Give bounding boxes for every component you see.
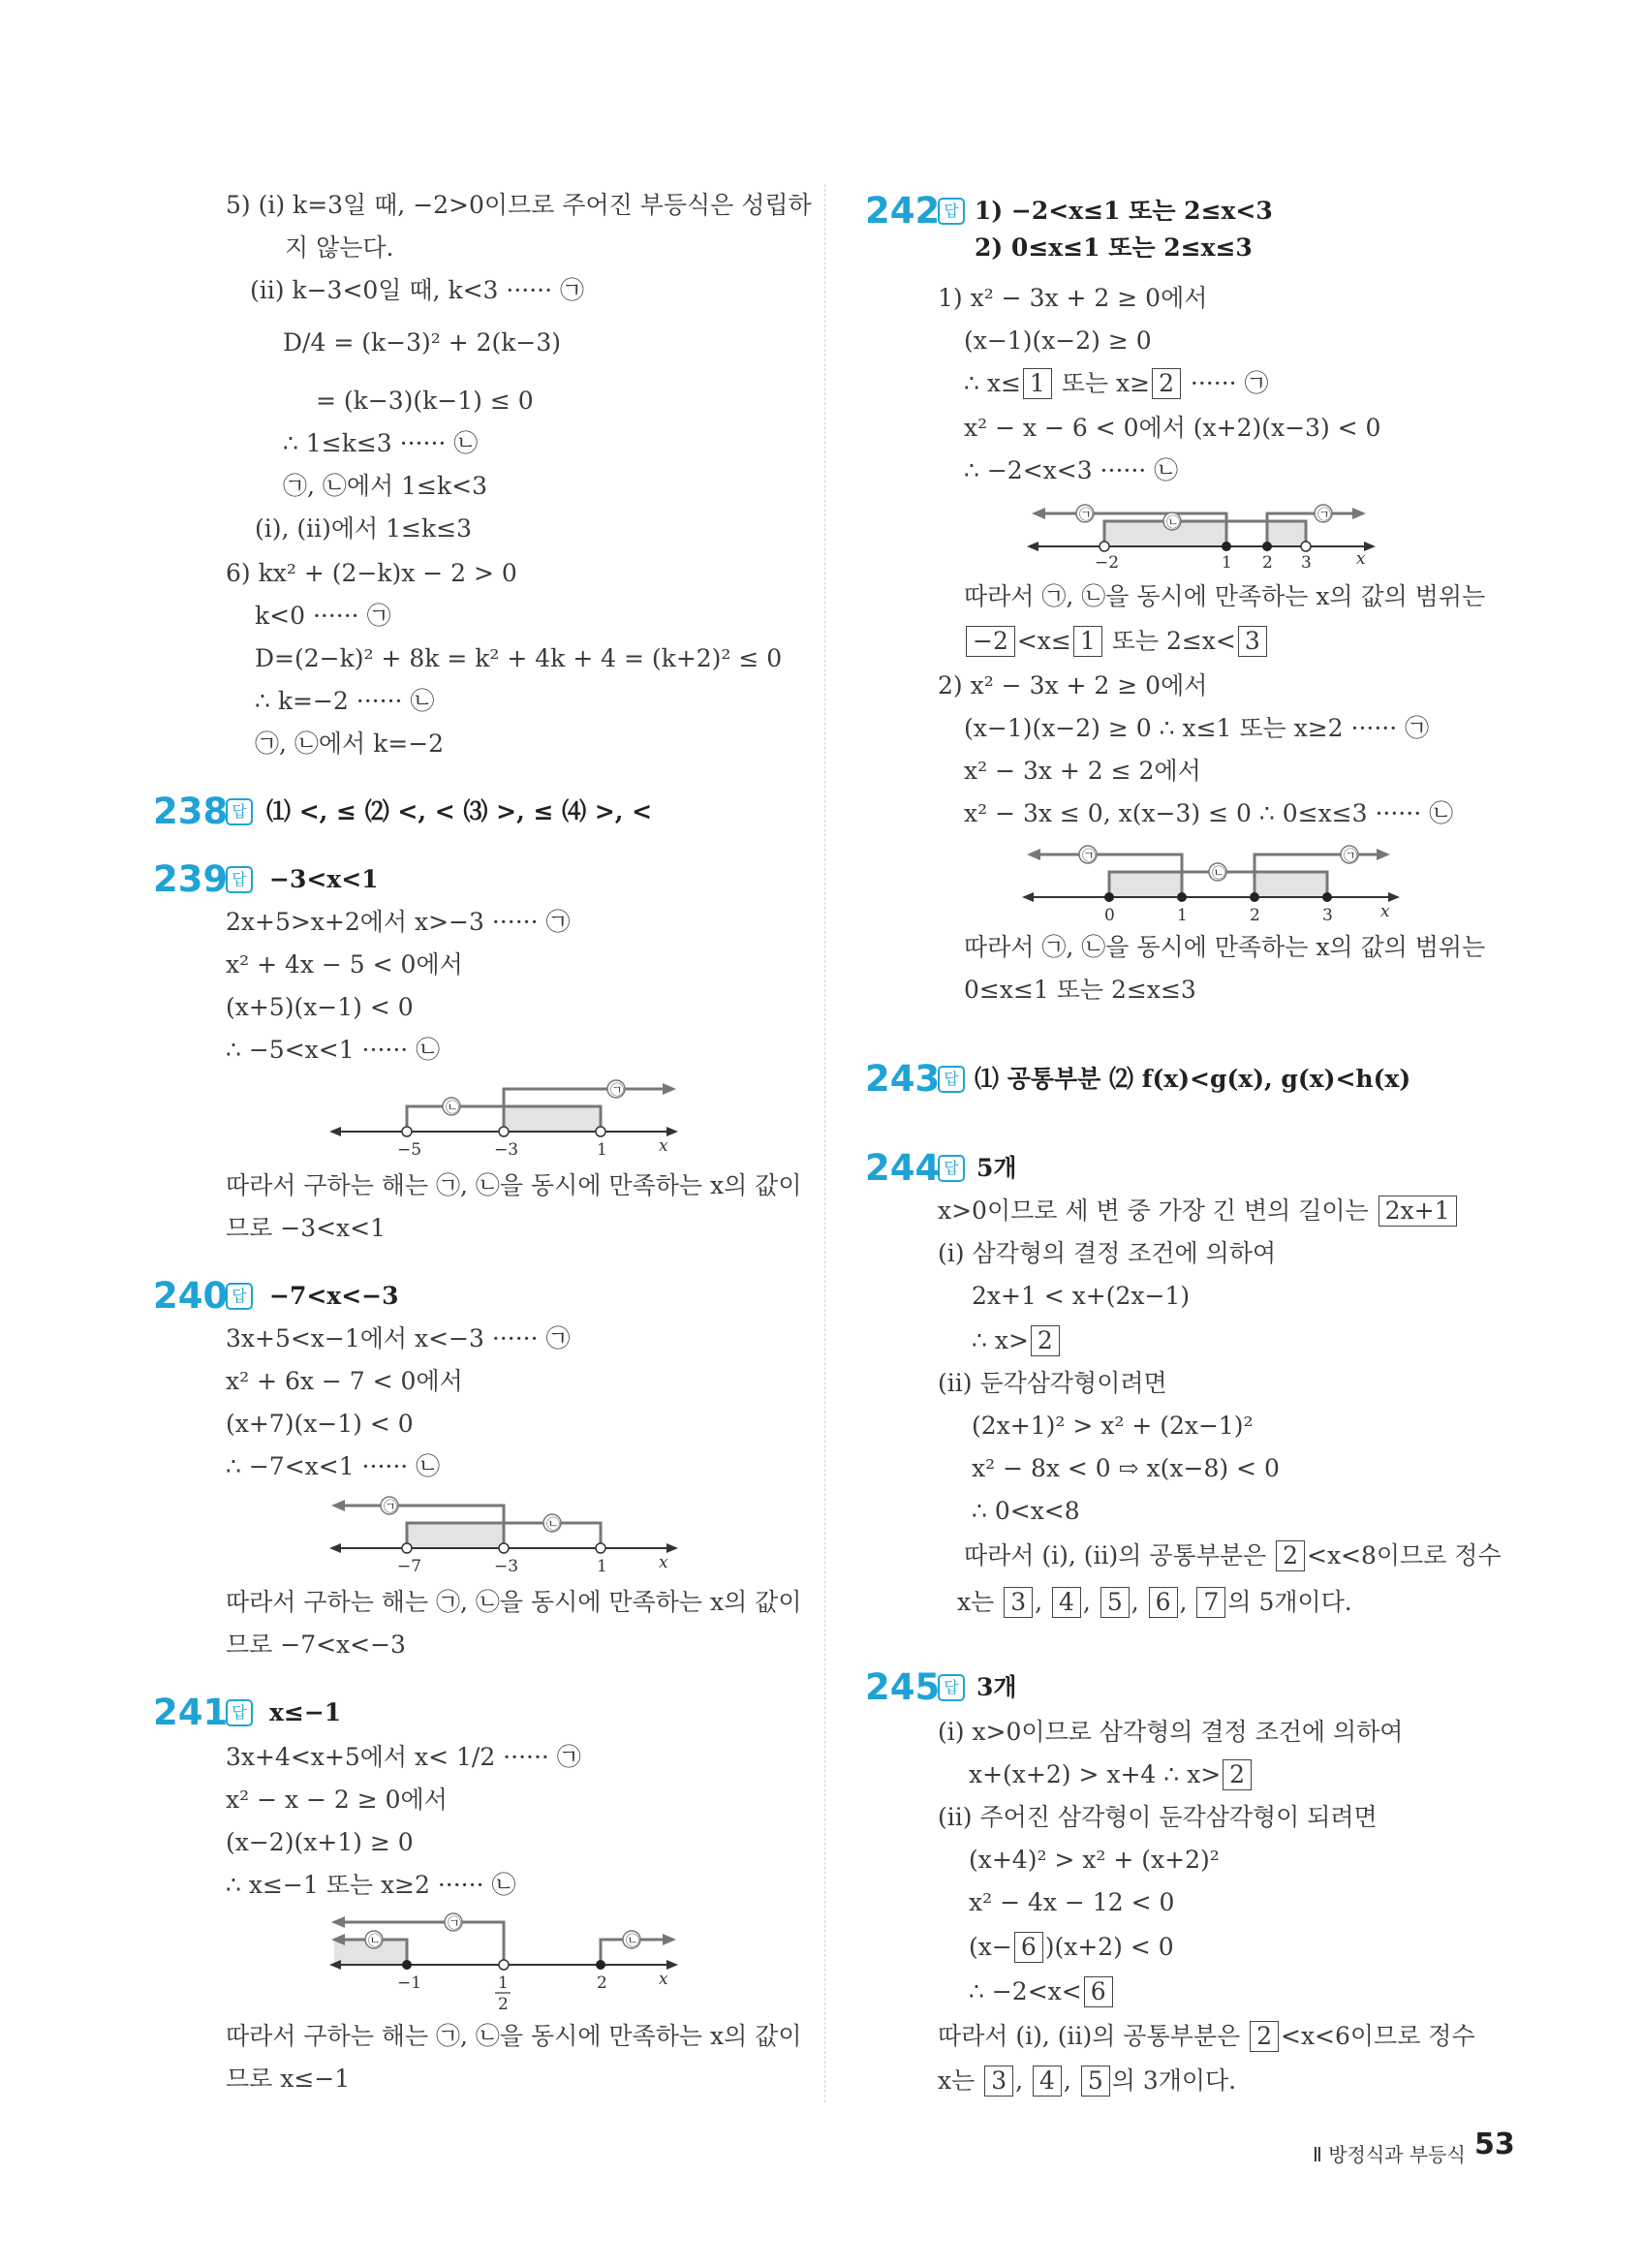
answer-box: 2x+1	[1379, 1196, 1457, 1227]
tick-label: −2	[1095, 553, 1120, 572]
answer-box: 2	[1031, 1325, 1060, 1356]
p6-line-1: 6) kx² + (2−k)x − 2 > 0	[226, 559, 517, 587]
answer-badge-245: 답	[938, 1674, 965, 1701]
q240-line-4: ∴ −7<x<1 ······ ㉡	[226, 1452, 441, 1480]
closed-point	[1262, 542, 1272, 551]
text: <x<6이므로 정수	[1281, 2022, 1475, 2050]
answer-badge-240: 답	[226, 1283, 253, 1310]
axis-label: x	[659, 1553, 668, 1572]
open-point	[596, 1127, 605, 1136]
tick-label: 3	[1322, 906, 1333, 925]
text: <x<8이므로 정수	[1307, 1541, 1502, 1569]
range-a-left-arrow	[1027, 849, 1040, 860]
label-a: ㉠	[384, 1500, 397, 1515]
open-point	[596, 1543, 605, 1553]
q244-line-1	[938, 1196, 1459, 1227]
answer-box: 2	[1250, 2021, 1279, 2052]
problem-number-242: 242	[865, 190, 941, 232]
solution-region	[504, 1106, 601, 1132]
q245-line-3: (ⅱ) 주어진 삼각형이 둔각삼각형이 되려면	[938, 1803, 1378, 1831]
number-line-239	[329, 1075, 688, 1163]
q245-line-5: x² − 4x − 12 < 0	[969, 1888, 1175, 1916]
open-point	[402, 1543, 412, 1553]
text: (x−	[969, 1933, 1012, 1961]
label-b2: ㉡	[626, 1934, 639, 1949]
solution-region	[1109, 872, 1182, 897]
open-point	[1301, 542, 1311, 551]
text: x는	[957, 1588, 995, 1616]
open-point	[1100, 542, 1109, 551]
problem-number-239: 239	[153, 858, 229, 900]
text: x>0이므로 세 변 중 가장 긴 변의 길이는	[938, 1196, 1369, 1225]
answer-badge-244: 답	[938, 1155, 965, 1182]
q244-line-7: x² − 8x < 0 ⇨ x(x−8) < 0	[972, 1454, 1280, 1482]
answer-240: −7<x<−3	[269, 1282, 399, 1310]
axis-arrow-right	[666, 1543, 678, 1553]
q245-line-7	[969, 1976, 1115, 2007]
answer-box: 5	[1100, 1587, 1130, 1618]
p6-line-2: k<0 ······ ㉠	[255, 602, 391, 630]
q239-line-4: ∴ −5<x<1 ······ ㉡	[226, 1036, 441, 1064]
answer-box: 1	[1073, 626, 1102, 657]
text: )(x+2) < 0	[1044, 1933, 1174, 1961]
text: x+(x+2) > x+4 ∴ x>	[969, 1760, 1222, 1788]
q241-line-4: ∴ x≤−1 또는 x≥2 ······ ㉡	[226, 1871, 516, 1899]
q242-s2-line-2: (x−1)(x−2) ≥ 0 ∴ x≤1 또는 x≥2 ······ ㉠	[964, 714, 1430, 742]
answer-badge-238: 답	[226, 798, 253, 825]
q241-conclusion-1: 따라서 구하는 해는 ㉠, ㉡을 동시에 만족하는 x의 값이	[226, 2022, 802, 2050]
answer-badge-241: 답	[226, 1699, 253, 1726]
range-a-left-arrow	[1032, 508, 1045, 519]
text: ∴ −2<x<	[969, 1977, 1082, 2005]
label-a2: ㉠	[1344, 849, 1357, 864]
q244-line-6: (2x+1)² > x² + (2x−1)²	[972, 1412, 1254, 1440]
axis-arrow-right	[1388, 892, 1400, 902]
open-point	[402, 1127, 412, 1136]
q242-s2-line-4: x² − 3x ≤ 0, x(x−3) ≤ 0 ∴ 0≤x≤3 ······ ㉡	[964, 799, 1454, 827]
q245-line-8	[938, 2021, 1475, 2052]
range-a-arrow	[331, 1916, 345, 1928]
label-a2: ㉠	[1317, 508, 1331, 523]
q239-conclusion-1: 따라서 구하는 해는 ㉠, ㉡을 동시에 만족하는 x의 값이	[226, 1171, 802, 1199]
q242-s1-line-6: 따라서 ㉠, ㉡을 동시에 만족하는 x의 값의 범위는	[964, 582, 1486, 610]
answer-242-2: 2) 0≤x≤1 또는 2≤x≤3	[975, 233, 1253, 262]
column-divider	[824, 184, 825, 2102]
tick-label: 2	[1250, 906, 1260, 925]
axis-arrow-right	[666, 1127, 678, 1136]
closed-point	[1322, 892, 1332, 902]
range-a-right-arrow	[1352, 508, 1366, 519]
answer-241: x≤−1	[269, 1698, 342, 1726]
q240-conclusion-1: 따라서 구하는 해는 ㉠, ㉡을 동시에 만족하는 x의 값이	[226, 1588, 802, 1616]
open-point	[499, 1127, 509, 1136]
p6-line-3: D=(2−k)² + 8k = k² + 4k + 4 = (k+2)² ≤ 0	[255, 644, 783, 672]
answer-244: 5개	[976, 1154, 1017, 1182]
closed-point	[596, 1960, 605, 1970]
answer-238: ⑴ <, ≤ ⑵ <, < ⑶ >, ≤ ⑷ >, <	[266, 797, 653, 825]
p5-line-2: 지 않는다.	[285, 233, 394, 262]
text: ∴ x>	[972, 1326, 1029, 1354]
label-b: ㉡	[1166, 515, 1180, 531]
axis-arrow-left	[1027, 542, 1038, 551]
closed-point	[1250, 892, 1259, 902]
label-b: ㉡	[368, 1934, 382, 1949]
problem-number-241: 241	[153, 1692, 229, 1733]
tick-label: 0	[1104, 906, 1115, 925]
range-b-right-arrow	[663, 1934, 676, 1945]
q245-line-4: (x+4)² > x² + (x+2)²	[969, 1846, 1220, 1874]
open-point	[499, 1960, 509, 1970]
q242-s2-line-6: 0≤x≤1 또는 2≤x≤3	[964, 976, 1196, 1004]
q239-line-1: 2x+5>x+2에서 x>−3 ······ ㉠	[226, 908, 571, 936]
q244-line-8: ∴ 0<x<8	[972, 1497, 1080, 1525]
answer-box: 4	[1052, 1587, 1081, 1618]
axis-arrow-left	[329, 1543, 341, 1553]
q242-s1-line-7	[964, 626, 1269, 657]
open-point	[499, 1543, 509, 1553]
q240-line-1: 3x+5<x−1에서 x<−3 ······ ㉠	[226, 1324, 571, 1352]
text: 따라서 (ⅰ), (ⅱ)의 공통부분은	[964, 1541, 1267, 1569]
problem-number-238: 238	[153, 791, 229, 832]
axis-arrow-right	[666, 1960, 678, 1970]
text: 따라서 (ⅰ), (ⅱ)의 공통부분은	[938, 2022, 1241, 2050]
q242-s2-line-1: 2) x² − 3x + 2 ≥ 0에서	[938, 671, 1208, 699]
tick-label: 2	[498, 1995, 509, 2014]
q242-s1-line-4: x² − x − 6 < 0에서 (x+2)(x−3) < 0	[964, 414, 1381, 442]
tick-label: −3	[494, 1140, 519, 1160]
q244-line-10: x는 3 , 4 , 5 , 6 , 7 의 5개이다.	[957, 1588, 1352, 1616]
tick-label: 1	[1222, 553, 1232, 572]
answer-box: 2	[1152, 368, 1181, 399]
number-line-240	[329, 1492, 688, 1579]
q244-line-5: (ⅱ) 둔각삼각형이려면	[938, 1369, 1167, 1397]
text: x는	[938, 2066, 976, 2095]
closed-point	[402, 1960, 412, 1970]
label-b: ㉡	[446, 1101, 459, 1116]
p6-line-4: ∴ k=−2 ······ ㉡	[255, 687, 435, 715]
text: <x≤	[1016, 627, 1071, 655]
number-line-242-1	[1027, 494, 1385, 572]
q245-line-2	[969, 1759, 1254, 1790]
chapter-title: Ⅱ 방정식과 부등식	[1313, 2143, 1466, 2166]
solution-region	[1255, 872, 1327, 897]
answer-box: −2	[966, 626, 1015, 657]
text: 또는 2≤x<	[1103, 627, 1236, 655]
problem-number-245: 245	[865, 1666, 941, 1708]
text: 또는 x≥	[1053, 369, 1151, 397]
p5-line-5: = (k−3)(k−1) ≤ 0	[316, 387, 534, 415]
q240-line-3: (x+7)(x−1) < 0	[226, 1410, 414, 1438]
tick-label: −3	[494, 1557, 519, 1576]
solution-region	[1267, 521, 1306, 546]
q244-line-2: (ⅰ) 삼각형의 결정 조건에 의하여	[938, 1239, 1277, 1267]
p5-line-7: ㉠, ㉡에서 1≤k<3	[283, 472, 487, 500]
problem-number-240: 240	[153, 1275, 229, 1317]
tick-label: 3	[1301, 553, 1312, 572]
p5-line-4: D/4 = (k−3)² + 2(k−3)	[283, 328, 561, 357]
q241-line-2: x² − x − 2 ≥ 0에서	[226, 1786, 448, 1814]
answer-badge-239: 답	[226, 866, 253, 893]
tick-label: 1	[597, 1140, 607, 1160]
axis-arrow-left	[329, 1127, 341, 1136]
closed-point	[1222, 542, 1231, 551]
q241-line-1: 3x+4<x+5에서 x< 1/2 ······ ㉠	[226, 1743, 581, 1771]
number-line-242-2	[1022, 841, 1410, 928]
p5-line-8: (ⅰ), (ⅱ)에서 1≤k≤3	[255, 514, 472, 543]
q244-line-3: 2x+1 < x+(2x−1)	[972, 1282, 1191, 1310]
answer-box: 2	[1276, 1540, 1305, 1571]
answer-box: 6	[1149, 1587, 1178, 1618]
axis-label: x	[659, 1136, 668, 1156]
q242-s1-line-1: 1) x² − 3x + 2 ≥ 0에서	[938, 284, 1208, 312]
q244-line-9	[964, 1540, 1502, 1571]
p5-line-1: 5) (ⅰ) k=3일 때, −2>0이므로 주어진 부등식은 성립하	[226, 191, 812, 219]
q244-line-4	[972, 1325, 1062, 1356]
axis-arrow-left	[1022, 892, 1034, 902]
q242-s2-line-5: 따라서 ㉠, ㉡을 동시에 만족하는 x의 값의 범위는	[964, 933, 1486, 961]
answer-245: 3개	[976, 1673, 1017, 1701]
q245-line-9: x는 3 , 4 , 5 의 3개이다.	[938, 2066, 1237, 2095]
number-line-241	[329, 1909, 688, 2015]
q242-s1-line-5: ∴ −2<x<3 ······ ㉡	[964, 456, 1179, 484]
tick-label: 1	[597, 1557, 607, 1576]
tick-label: 2	[1262, 553, 1273, 572]
p6-line-5: ㉠, ㉡에서 k=−2	[255, 730, 445, 758]
q240-conclusion-2: 므로 −7<x<−3	[226, 1631, 406, 1659]
answer-242-1: 1) −2<x≤1 또는 2≤x<3	[975, 197, 1273, 225]
q245-line-6	[969, 1932, 1174, 1963]
answer-box: 4	[1033, 2066, 1062, 2097]
tick-label: −7	[397, 1557, 422, 1576]
axis-label: x	[659, 1970, 668, 1989]
problem-number-244: 244	[865, 1147, 941, 1189]
answer-box: 6	[1084, 1976, 1113, 2007]
page-number: 53	[1474, 2128, 1515, 2161]
label-b: ㉡	[1212, 866, 1225, 882]
range-a-right-arrow	[1377, 849, 1390, 860]
answer-box: 7	[1196, 1587, 1225, 1618]
range-a-arrow	[331, 1500, 345, 1511]
axis-label: x	[1380, 902, 1390, 921]
answer-243: ⑴ 공통부분 ⑵ f(x)<g(x), g(x)<h(x)	[975, 1065, 1411, 1093]
text: ······ ㉠	[1182, 369, 1269, 397]
label-b: ㉡	[546, 1517, 560, 1533]
q239-line-2: x² + 4x − 5 < 0에서	[226, 950, 463, 979]
q245-line-1: (ⅰ) x>0이므로 삼각형의 결정 조건에 의하여	[938, 1718, 1404, 1746]
text: 의 5개이다.	[1227, 1588, 1352, 1616]
answer-box: 3	[1004, 1587, 1033, 1618]
answer-badge-242: 답	[938, 198, 965, 225]
answer-box: 2	[1223, 1759, 1252, 1790]
q239-line-3: (x+5)(x−1) < 0	[226, 993, 414, 1021]
range-a-arrow	[663, 1083, 676, 1095]
problem-number-243: 243	[865, 1058, 941, 1100]
axis-label: x	[1356, 549, 1366, 569]
answer-badge-243: 답	[938, 1066, 965, 1093]
axis-arrow-right	[1364, 542, 1376, 551]
text: ∴ x≤	[964, 369, 1021, 397]
q242-s2-line-3: x² − 3x + 2 ≤ 2에서	[964, 757, 1201, 785]
solution-region	[407, 1523, 504, 1548]
q241-conclusion-2: 므로 x≤−1	[226, 2065, 351, 2093]
q242-s1-line-2: (x−1)(x−2) ≥ 0	[964, 326, 1152, 355]
q242-s1-line-3	[964, 368, 1269, 399]
answer-box: 6	[1014, 1932, 1043, 1963]
label-a: ㉠	[610, 1083, 624, 1099]
tick-label: −1	[397, 1973, 422, 1993]
text: 의 3개이다.	[1111, 2066, 1237, 2095]
label-a: ㉠	[1079, 508, 1093, 523]
tick-label: 1	[498, 1973, 509, 1993]
q241-line-3: (x−2)(x+1) ≥ 0	[226, 1828, 414, 1856]
tick-label: 2	[597, 1973, 607, 1993]
label-a: ㉠	[1082, 849, 1096, 864]
p5-line-3: (ⅱ) k−3<0일 때, k<3 ······ ㉠	[250, 276, 585, 304]
tick-label: 1	[1177, 906, 1188, 925]
answer-239: −3<x<1	[269, 865, 379, 893]
answer-box: 5	[1081, 2066, 1110, 2097]
closed-point	[1177, 892, 1187, 902]
q240-line-2: x² + 6x − 7 < 0에서	[226, 1367, 463, 1395]
answer-box: 1	[1023, 368, 1052, 399]
q239-conclusion-2: 므로 −3<x<1	[226, 1214, 386, 1242]
tick-label: −5	[397, 1140, 422, 1160]
closed-point	[1104, 892, 1114, 902]
answer-box: 3	[1238, 626, 1267, 657]
p5-line-6: ∴ 1≤k≤3 ······ ㉡	[283, 429, 479, 457]
label-a: ㉠	[448, 1916, 461, 1932]
answer-box: 3	[984, 2066, 1013, 2097]
